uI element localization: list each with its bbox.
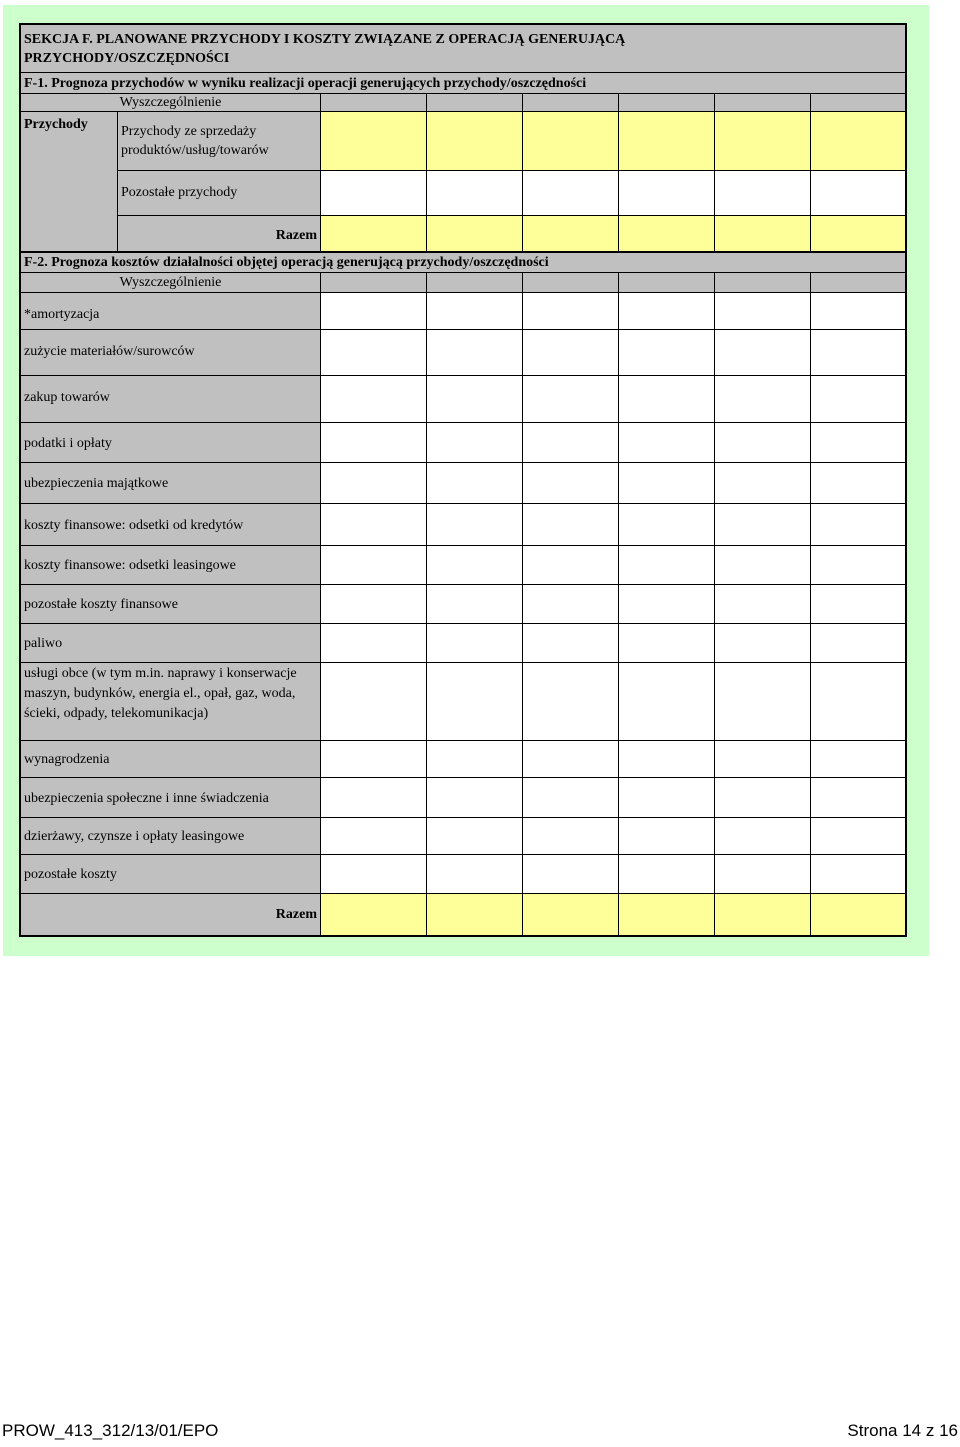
f1-header-col-6	[810, 93, 906, 112]
f2-row-label-external-services: usługi obce (w tym m.in. naprawy i konserwacje maszyn, budynków, energia el., opał, gaz, woda, ścieki, odpady, telekomunikacja)	[20, 662, 321, 742]
f2-amortization-input-5[interactable]	[714, 292, 811, 331]
f2-materials-input-4[interactable]	[618, 329, 715, 377]
f1-group-label: Przychody	[20, 111, 118, 252]
f2-total-4	[618, 893, 715, 936]
footer-document-code: PROW_413_312/13/01/EPO	[2, 1421, 219, 1440]
f2-salaries-input-4[interactable]	[618, 740, 715, 779]
f1-sales-input-6[interactable]	[810, 111, 906, 171]
f2-amortization-input-4[interactable]	[618, 292, 715, 331]
f2-taxes-input-5[interactable]	[714, 422, 811, 464]
f2-interest-leasing-input-4[interactable]	[618, 545, 715, 586]
f2-row-label-taxes: podatki i opłaty	[20, 422, 321, 464]
f2-taxes-input-2[interactable]	[426, 422, 523, 464]
f2-other-financial-input-5[interactable]	[714, 584, 811, 625]
f2-external-services-input-5[interactable]	[714, 662, 811, 742]
f2-goods-input-2[interactable]	[426, 375, 523, 424]
f2-materials-input-5[interactable]	[714, 329, 811, 377]
f2-interest-credit-input-6[interactable]	[810, 503, 906, 547]
f2-row-label-interest-credit: koszty finansowe: odsetki od kredytów	[20, 503, 321, 547]
f1-row-label-sales: Przychody ze sprzedaży produktów/usług/towarów	[117, 111, 321, 171]
f2-goods-input-5[interactable]	[714, 375, 811, 424]
f1-other-input-5[interactable]	[714, 170, 811, 216]
f1-total-5	[714, 215, 811, 252]
f2-total-label: Razem	[20, 893, 321, 936]
f2-title: F-2. Prognoza kosztów działalności objętej operacją generującą przychody/oszczędności	[20, 252, 906, 273]
f2-amortization-input-3[interactable]	[522, 292, 619, 331]
f2-goods-input-3[interactable]	[522, 375, 619, 424]
f2-other-financial-input-2[interactable]	[426, 584, 523, 625]
f2-header-col-1	[320, 272, 427, 293]
f2-header-label: Wyszczególnienie	[20, 272, 321, 293]
f2-fuel-input-2[interactable]	[426, 623, 523, 664]
f2-materials-input-3[interactable]	[522, 329, 619, 377]
f2-goods-input-4[interactable]	[618, 375, 715, 424]
f2-other-costs-input-6[interactable]	[810, 854, 906, 895]
f1-header-col-3	[522, 93, 619, 112]
f2-interest-leasing-input-2[interactable]	[426, 545, 523, 586]
f1-sales-input-5[interactable]	[714, 111, 811, 171]
f1-total-1	[320, 215, 427, 252]
f2-row-label-interest-leasing: koszty finansowe: odsetki leasingowe	[20, 545, 321, 586]
f2-row-label-social-insurance: ubezpieczenia społeczne i inne świadczenia	[20, 777, 321, 819]
f2-interest-credit-input-1[interactable]	[320, 503, 427, 547]
f2-taxes-input-4[interactable]	[618, 422, 715, 464]
f2-property-insurance-input-2[interactable]	[426, 462, 523, 505]
footer-page-number: Strona 14 z 16	[847, 1421, 958, 1440]
f2-social-insurance-input-2[interactable]	[426, 777, 523, 819]
f1-sales-input-4[interactable]	[618, 111, 715, 171]
f1-other-input-3[interactable]	[522, 170, 619, 216]
f2-property-insurance-input-5[interactable]	[714, 462, 811, 505]
f2-fuel-input-3[interactable]	[522, 623, 619, 664]
f2-taxes-input-6[interactable]	[810, 422, 906, 464]
f2-header-col-4	[618, 272, 715, 293]
f2-other-financial-input-6[interactable]	[810, 584, 906, 625]
f2-leases-rents-input-5[interactable]	[714, 817, 811, 856]
f1-sales-input-2[interactable]	[426, 111, 523, 171]
f2-header-col-2	[426, 272, 523, 293]
f1-header-col-2	[426, 93, 523, 112]
f2-total-6	[810, 893, 906, 936]
f2-interest-credit-input-4[interactable]	[618, 503, 715, 547]
f2-other-costs-input-1[interactable]	[320, 854, 427, 895]
section-title: SEKCJA F. PLANOWANE PRZYCHODY I KOSZTY ZWIĄZANE Z OPERACJĄ GENERUJĄCĄ PRZYCHODY/OSZCZĘDNOŚCI	[20, 24, 906, 73]
f2-materials-input-6[interactable]	[810, 329, 906, 377]
f2-other-financial-input-4[interactable]	[618, 584, 715, 625]
f2-fuel-input-6[interactable]	[810, 623, 906, 664]
f2-social-insurance-input-5[interactable]	[714, 777, 811, 819]
f2-other-costs-input-4[interactable]	[618, 854, 715, 895]
f2-amortization-input-6[interactable]	[810, 292, 906, 331]
f2-total-1	[320, 893, 427, 936]
f1-total-3	[522, 215, 619, 252]
f2-materials-input-2[interactable]	[426, 329, 523, 377]
f2-external-services-input-4[interactable]	[618, 662, 715, 742]
f2-salaries-input-3[interactable]	[522, 740, 619, 779]
f1-title: F-1. Prognoza przychodów w wyniku realizacji operacji generujących przychody/oszczędności	[20, 72, 906, 94]
f2-leases-rents-input-3[interactable]	[522, 817, 619, 856]
f2-property-insurance-input-3[interactable]	[522, 462, 619, 505]
f2-leases-rents-input-2[interactable]	[426, 817, 523, 856]
f2-amortization-input-2[interactable]	[426, 292, 523, 331]
f1-total-6	[810, 215, 906, 252]
f2-external-services-input-3[interactable]	[522, 662, 619, 742]
f2-salaries-input-2[interactable]	[426, 740, 523, 779]
f2-social-insurance-input-6[interactable]	[810, 777, 906, 819]
f1-header-col-4	[618, 93, 715, 112]
f2-row-label-other-financial: pozostałe koszty finansowe	[20, 584, 321, 625]
f2-property-insurance-input-4[interactable]	[618, 462, 715, 505]
f2-other-financial-input-1[interactable]	[320, 584, 427, 625]
f2-salaries-input-5[interactable]	[714, 740, 811, 779]
f2-interest-credit-input-2[interactable]	[426, 503, 523, 547]
f2-salaries-input-6[interactable]	[810, 740, 906, 779]
f2-goods-input-1[interactable]	[320, 375, 427, 424]
f2-row-label-fuel: paliwo	[20, 623, 321, 664]
f2-other-financial-input-3[interactable]	[522, 584, 619, 625]
f2-interest-leasing-input-5[interactable]	[714, 545, 811, 586]
f1-sales-input-3[interactable]	[522, 111, 619, 171]
f2-other-costs-input-2[interactable]	[426, 854, 523, 895]
f2-row-label-materials: zużycie materiałów/surowców	[20, 329, 321, 377]
f2-header-col-5	[714, 272, 811, 293]
f2-row-label-goods: zakup towarów	[20, 375, 321, 424]
f2-taxes-input-1[interactable]	[320, 422, 427, 464]
f2-total-5	[714, 893, 811, 936]
f1-header-col-1	[320, 93, 427, 112]
f2-external-services-input-1[interactable]	[320, 662, 427, 742]
f2-external-services-input-6[interactable]	[810, 662, 906, 742]
f2-fuel-input-5[interactable]	[714, 623, 811, 664]
f2-goods-input-6[interactable]	[810, 375, 906, 424]
f2-leases-rents-input-1[interactable]	[320, 817, 427, 856]
f1-sales-input-1[interactable]	[320, 111, 427, 171]
f2-amortization-input-1[interactable]	[320, 292, 427, 331]
f1-row-label-other: Pozostałe przychody	[117, 170, 321, 216]
f2-materials-input-1[interactable]	[320, 329, 427, 377]
f2-social-insurance-input-3[interactable]	[522, 777, 619, 819]
f2-row-label-amortization: *amortyzacja	[20, 292, 321, 331]
f2-interest-credit-input-5[interactable]	[714, 503, 811, 547]
f2-leases-rents-input-6[interactable]	[810, 817, 906, 856]
f1-total-2	[426, 215, 523, 252]
f2-interest-leasing-input-1[interactable]	[320, 545, 427, 586]
f1-total-label: Razem	[117, 215, 321, 252]
f2-total-2	[426, 893, 523, 936]
f2-header-col-6	[810, 272, 906, 293]
f2-interest-credit-input-3[interactable]	[522, 503, 619, 547]
f2-taxes-input-3[interactable]	[522, 422, 619, 464]
f2-property-insurance-input-1[interactable]	[320, 462, 427, 505]
f1-header-label: Wyszczególnienie	[20, 93, 321, 112]
f2-other-costs-input-5[interactable]	[714, 854, 811, 895]
f2-fuel-input-1[interactable]	[320, 623, 427, 664]
f2-other-costs-input-3[interactable]	[522, 854, 619, 895]
f2-row-label-leases-rents: dzierżawy, czynsze i opłaty leasingowe	[20, 817, 321, 856]
f1-total-4	[618, 215, 715, 252]
f2-fuel-input-4[interactable]	[618, 623, 715, 664]
f2-row-label-other-costs: pozostałe koszty	[20, 854, 321, 895]
f1-other-input-4[interactable]	[618, 170, 715, 216]
f2-interest-leasing-input-3[interactable]	[522, 545, 619, 586]
f1-header-col-5	[714, 93, 811, 112]
f2-leases-rents-input-4[interactable]	[618, 817, 715, 856]
f2-social-insurance-input-4[interactable]	[618, 777, 715, 819]
f2-property-insurance-input-6[interactable]	[810, 462, 906, 505]
f2-external-services-input-2[interactable]	[426, 662, 523, 742]
f1-other-input-2[interactable]	[426, 170, 523, 216]
f2-header-col-3	[522, 272, 619, 293]
f2-interest-leasing-input-6[interactable]	[810, 545, 906, 586]
f1-other-input-6[interactable]	[810, 170, 906, 216]
f1-other-input-1[interactable]	[320, 170, 427, 216]
f2-total-3	[522, 893, 619, 936]
f2-row-label-property-insurance: ubezpieczenia majątkowe	[20, 462, 321, 505]
f2-social-insurance-input-1[interactable]	[320, 777, 427, 819]
f2-salaries-input-1[interactable]	[320, 740, 427, 779]
f2-row-label-salaries: wynagrodzenia	[20, 740, 321, 779]
